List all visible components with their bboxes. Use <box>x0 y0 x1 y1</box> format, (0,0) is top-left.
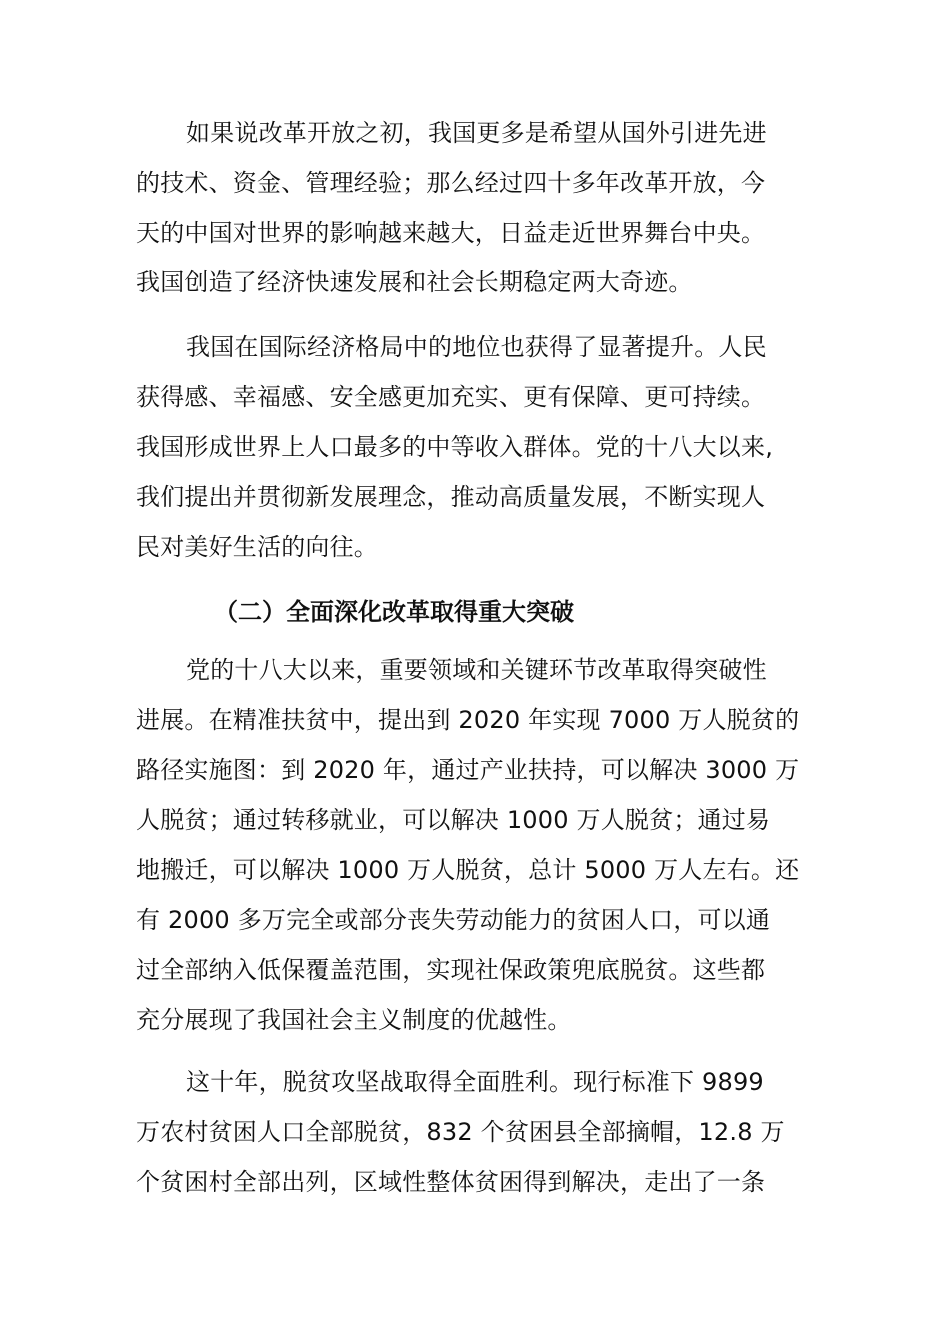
paragraph-1-line-1: 如果说改革开放之初，我国更多是希望从国外引进先进 <box>186 119 767 147</box>
paragraph-2-line-4: 我们提出并贯彻新发展理念，推动高质量发展，不断实现人 <box>136 483 766 511</box>
paragraph-3-line-1: 党的十八大以来，重要领域和关键环节改革取得突破性 <box>186 656 767 684</box>
paragraph-1-line-2: 的技术、资金、管理经验；那么经过四十多年改革开放，今 <box>136 169 766 197</box>
paragraph-2-line-3: 我国形成世界上人口最多的中等收入群体。党的十八大以来, <box>136 433 774 461</box>
paragraph-1-line-3: 天的中国对世界的影响越来越大，日益走近世界舞台中央。 <box>136 219 766 247</box>
section-heading: （二）全面深化改革取得重大突破 <box>214 598 574 626</box>
paragraph-3-line-6: 有 2000 多万完全或部分丧失劳动能力的贫困人口，可以通 <box>136 906 771 934</box>
paragraph-3-line-8: 充分展现了我国社会主义制度的优越性。 <box>136 1006 572 1034</box>
paragraph-1-line-4: 我国创造了经济快速发展和社会长期稳定两大奇迹。 <box>136 268 693 296</box>
paragraph-4-line-1: 这十年，脱贫攻坚战取得全面胜利。现行标准下 9899 <box>186 1068 764 1096</box>
paragraph-2-line-5: 民对美好生活的向往。 <box>136 533 378 561</box>
paragraph-2-line-2: 获得感、幸福感、安全感更加充实、更有保障、更可持续。 <box>136 383 766 411</box>
paragraph-3-line-4: 人脱贫；通过转移就业，可以解决 1000 万人脱贫；通过易 <box>136 806 771 834</box>
paragraph-4-line-2: 万农村贫困人口全部脱贫，832 个贫困县全部摘帽，12.8 万 <box>136 1118 785 1146</box>
paragraph-3-line-2: 进展。在精准扶贫中，提出到 2020 年实现 7000 万人脱贫的 <box>136 706 800 734</box>
paragraph-3-line-3: 路径实施图：到 2020 年，通过产业扶持，可以解决 3000 万 <box>136 756 800 784</box>
paragraph-4-line-3: 个贫困村全部出列，区域性整体贫困得到解决，走出了一条 <box>136 1168 766 1196</box>
paragraph-3-line-5: 地搬迁，可以解决 1000 万人脱贫，总计 5000 万人左右。还 <box>136 856 800 884</box>
paragraph-2-line-1: 我国在国际经济格局中的地位也获得了显著提升。人民 <box>186 333 767 361</box>
paragraph-3-line-7: 过全部纳入低保覆盖范围，实现社保政策兜底脱贫。这些都 <box>136 956 766 984</box>
